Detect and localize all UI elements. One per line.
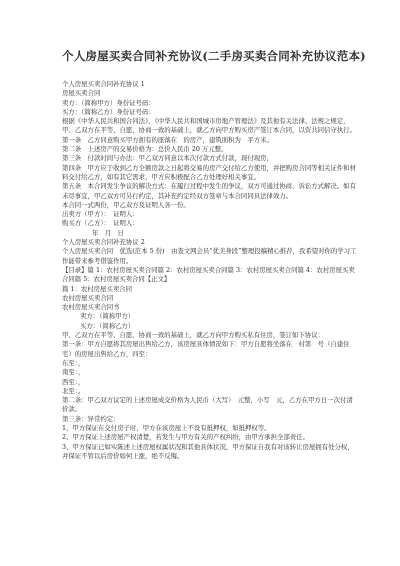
boundary-east: 东至：， — [62, 358, 85, 367]
clause-3-item-1: 1、甲方保证在交付房子时，甲方在该房屋上不设有抵押权，如抵押权等。 — [62, 423, 271, 432]
agreement-intro: 甲、乙双方在平等、自愿、协商一致的基础上，就乙方向甲方购买私有住房，签订如下协议： — [62, 331, 325, 340]
seller-line-2: 卖方：（简称甲方） — [80, 312, 135, 321]
contract-title-2: 农村房屋买卖合同 — [62, 293, 114, 302]
clause-3-item-3: 3、甲方保证已如实陈述上述房屋权属状况和其他具体状况，甲方保证自我有对该转让房屋拥有处分权，并保证不管以后房价如何上涨，绝不反悔。 — [62, 442, 354, 460]
boundary-north: 北至：。 — [62, 386, 85, 395]
article-1: 第一条 乙方同意购买甲方拥有的座落在 的房产，建筑面积为 平方米。 — [62, 135, 273, 144]
article-4: 第四条 甲方应于收到乙方全额房款之日起将交易的房产交付给乙方使用，并把购房合同等相关证件和材料交付给乙方，如有其它需求，甲方应积极配合乙方处理好相关事宜。 — [62, 163, 356, 181]
contract-name: 房屋买卖合同 — [62, 89, 101, 98]
article-3: 第三条 付款时间与办法：甲乙双方同意以本次付款方式付款，现付现房， — [62, 154, 273, 163]
contract-book-title: 农村房屋买卖合同书 — [62, 303, 120, 312]
section-heading: 个人房屋买卖合同补充协议 1 — [62, 80, 145, 88]
seller-signature-line: 出卖方（甲方）： 证明人： — [62, 210, 139, 219]
seller-line: 卖方：（简称甲方）身份证号码： — [62, 98, 155, 107]
boundary-south: 南至：， — [62, 368, 85, 377]
preamble-paragraph: 根据《中华人民共和国合同法》、《中华人民共和国城市房地产管理法》及其他有关法律、法规之规定，甲、乙双方在平等、自愿、协商一致的基础上，就乙方向甲方购买房产签订本合同，以资共同信守执行。 — [62, 117, 356, 135]
clause-2: 第二条：甲乙双方议定的上述房屋成交价格为人民币（大写） 元整，小写 元，乙方在甲方日一次付清价款。 — [62, 396, 353, 414]
section-heading-2: 个人房屋买卖合同补充协议 2 — [62, 238, 145, 247]
buyer-line-2: 买方：（简称乙方） — [80, 321, 135, 330]
copies-note: 本合同一式两份，甲乙双方及证明人各一份。 — [62, 200, 190, 209]
table-of-contents: 【目录】篇 1：农村房屋买卖合同篇 2：农村房屋买卖合同篇 3：农村房屋买卖合同篇 4：农村房屋买卖合同篇 5：农村房屋买卖合同【正文】 — [62, 265, 355, 284]
part-heading: 篇 1：农村房屋买卖合同 — [62, 284, 133, 293]
clause-3-heading: 第三条：异常约定： — [62, 414, 120, 423]
article-5: 第五条 本合同发生争议的解决方式：在履行过程中发生的争议，双方可通过协商、诉讼方式解决。如有未尽事宜，甲乙双方可另行约定，其补充约定经双方签章与本合同同具法律效力。 — [62, 182, 356, 200]
date-line: 年 月 日 — [92, 228, 124, 237]
clause-3-item-2: 2、甲方保证上述房屋产权清楚，若发生与甲方有关的产权纠纷，由甲方承担全部责任。 — [62, 433, 309, 442]
clause-1: 第一条：甲方自愿将其房屋出售给乙方，该房屋具体情况如下：甲方自愿将坐落在 村第 号（自建住宅）的房屋出售给乙方，四至： — [62, 340, 350, 358]
document-title: 个人房屋买卖合同补充协议(二手房买卖合同补充协议范本) — [62, 49, 366, 63]
article-2: 第二条 上述房产的交易价格为：总价人民币 20 万元整。 — [62, 145, 228, 154]
boundary-west: 西至：， — [62, 377, 85, 386]
buyer-line: 买方：（简称乙方）身份证号码： — [62, 107, 155, 116]
buyer-signature-line: 购买方（乙方）： 证明人： — [62, 219, 139, 228]
intro-paragraph: 个人房屋买卖合同 优选(范本 5 份) 由查文网会员“优美身段”整理投稿精心推荐，我希望对你的学习工作能带来参考借鉴作用。 — [62, 247, 357, 265]
